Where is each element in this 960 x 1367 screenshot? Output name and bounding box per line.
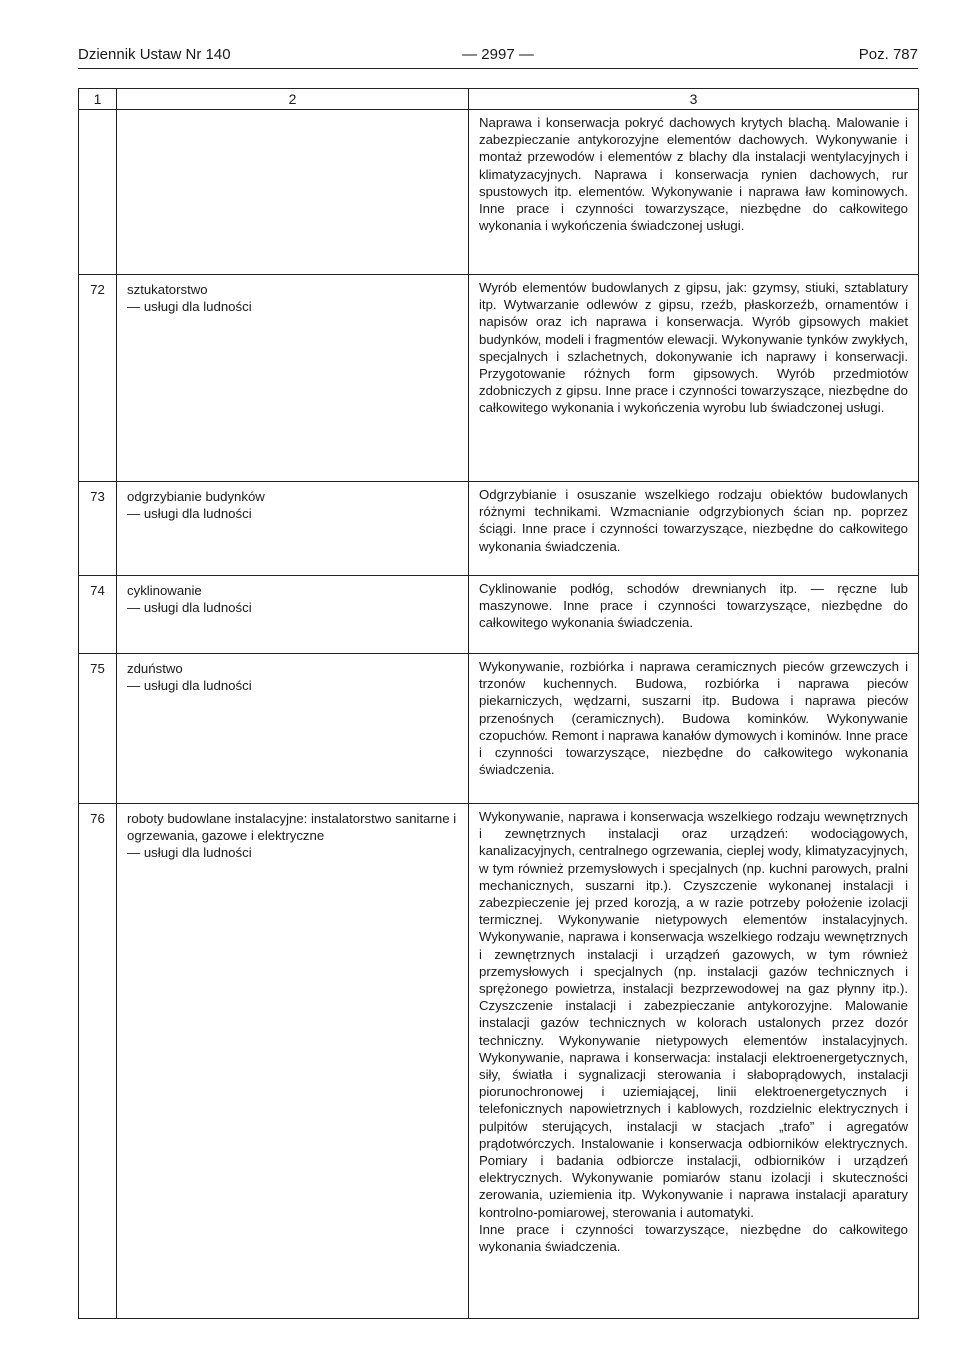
row-number: 76 (79, 804, 117, 1319)
service-name-cell (117, 804, 469, 1319)
column-header-2: 2 (117, 89, 469, 110)
table-row (79, 576, 919, 654)
table-row (79, 275, 919, 482)
service-name: zduństwo (127, 661, 183, 676)
service-name-cell (117, 275, 469, 482)
row-number (79, 110, 117, 275)
service-category: — usługi dla ludności (127, 299, 252, 315)
service-description-closing: Inne prace i czynności towarzyszące, niezbędne do całkowitego wykonania świadczenia. (479, 1221, 908, 1255)
service-name: sztukatorstwo (127, 282, 208, 297)
service-description: Odgrzybianie i osuszanie wszelkiego rodzaju obiektów budowlanych różnymi technikami. Wzmacnianie odgrzybionych ścian np. poprzez ściągi. Inne prace i czynności towarzyszące, niezbędne do całkowitego wykonania świadczenia. (469, 482, 919, 576)
service-name-cell (117, 576, 469, 654)
table-row-continuation (79, 110, 919, 275)
service-description: Cyklinowanie podłóg, schodów drewnianych itp. — ręczne lub maszynowe. Inne prace i czynności towarzyszące, niezbędne do całkowitego wykonania świadczenia. (469, 576, 919, 654)
table-header-row (79, 89, 919, 110)
service-name: cyklinowanie (127, 583, 202, 598)
service-name-cell (117, 482, 469, 576)
page-number: — 2997 — (462, 46, 534, 63)
service-category: — usługi dla ludności (127, 600, 252, 616)
service-description-cell (469, 804, 919, 1319)
service-name-cell (117, 654, 469, 804)
publication-title: Dziennik Ustaw Nr 140 (78, 46, 231, 63)
services-table (78, 88, 919, 1319)
service-description: Wyrób elementów budowlanych z gipsu, jak: gzymsy, stiuki, sztablatury itp. Wytwarzanie odlewów z gipsu, rzeźb, płaskorzeźb, ornamentów i napisów oraz ich naprawa i konserwacja. Wyrób gipsowych makiet budynków, modeli i fragmentów elewacji. Wykonywanie tynków zwykłych, specjalnych i szlachetnych, dokonywanie ich naprawy i konserwacji. Przygotowanie różnych form gipsowych. Wyrób przedmiotów zdobniczych z gipsu. Inne prace i czynności towarzyszące, niezbędne do całkowitego wykonania i wykończenia wyrobu lub świadczonej usługi. (469, 275, 919, 482)
column-header-3: 3 (469, 89, 919, 110)
service-name: roboty budowlane instalacyjne: instalatorstwo sanitarne i ogrzewania, gazowe i elektryczne (127, 811, 457, 844)
service-name: odgrzybianie budynków (127, 489, 265, 504)
service-category: — usługi dla ludności (127, 678, 252, 694)
service-category: — usługi dla ludności (127, 845, 252, 861)
service-description: Naprawa i konserwacja pokryć dachowych krytych blachą. Malowanie i zabezpieczanie antykorozyjne elementów dachowych. Wykonywanie i montaż przewodów i elementów z blachy dla instalacji wentylacyjnych i klimatyzacyjnych. Naprawa i konserwacja rynien dachowych, rur spustowych itp. elementów. Wykonywanie i naprawa ław kominowych. Inne prace i czynności towarzyszące, niezbędne do całkowitego wykonania i wykończenia świadczonej usługi. (469, 110, 919, 275)
table-row (79, 654, 919, 804)
row-number: 73 (79, 482, 117, 576)
row-number: 75 (79, 654, 117, 804)
header-rule (78, 68, 918, 69)
service-name (117, 110, 469, 275)
row-number: 72 (79, 275, 117, 482)
service-description: Wykonywanie, naprawa i konserwacja wszelkiego rodzaju wewnętrznych i zewnętrznych instalacji oraz urządzeń: wodociągowych, kanalizacyjnych, centralnego ogrzewania, cieplej wody, klimatyzacyjnych, w tym również przemysłowych i specjalnych (np. kuchni parowych, pralni mechanicznych, suszarni itp.). Czyszczenie wykonanej instalacji i zabezpieczenie jej przed korozją, a w razie potrzeby położenie izolacji termicznej. Wykonywanie nietypowych elementów instalacyjnych. Wykonywanie, naprawa i konserwacja wszelkiego rodzaju wewnętrznych i zewnętrznych instalacji i urządzeń gazowych, w tym również przemysłowych i specjalnych (np. instalacji gazów technicznych i sprężonego powietrza, instalacji bezprzewodowej na gaz płynny itp.). Czyszczenie instalacji i zabezpieczanie antykorozyjne. Malowanie instalacji gazów technicznych w kolorach ustalonych przez dozór techniczny. Wykonywanie nietypowych elementów instalacyjnych. Wykonywanie, naprawa i konserwacja: instalacji elektroenergetycznych, siły, światła i sygnalizacji sterowania i słaboprądowych, instalacji piorunochronowej i uziemiającej, linii elektroenergetycznych i telefonicznych napowietrznych i kablowych, rozdzielnic elektrycznych i pulpitów sterujących, instalacji w stacjach „trafo” i agregatów prądotwórczych. Instalowanie i konserwacja odbiorników elektrycznych. Pomiary i badania odbiorcze instalacji, odbiorników i urządzeń elektrycznych. Wykonywanie pomiarów stanu izolacji i skuteczności zerowania, uziemienia itp. Wykonywanie i naprawa instalacji aparatury kontrolno-pomiarowej, sterowania i automatyki. (479, 809, 908, 1220)
column-header-1: 1 (79, 89, 117, 110)
position-number: Poz. 787 (858, 46, 918, 63)
table-row (79, 482, 919, 576)
page-header (78, 44, 918, 66)
service-category: — usługi dla ludności (127, 506, 252, 522)
row-number: 74 (79, 576, 117, 654)
service-description: Wykonywanie, rozbiórka i naprawa ceramicznych pieców grzewczych i trzonów kuchennych. Budowa, rozbiórka i naprawa pieców piekarniczych, wędzarni, suszarni itp. Budowa i naprawa pieców przenośnych (ceramicznych). Budowa kominków. Wykonywanie czopuchów. Remont i naprawa kanałów dymowych i kominów. Inne prace i czynności towarzyszące, niezbędne do całkowitego wykonania świadczenia. (469, 654, 919, 804)
table-row (79, 804, 919, 1319)
